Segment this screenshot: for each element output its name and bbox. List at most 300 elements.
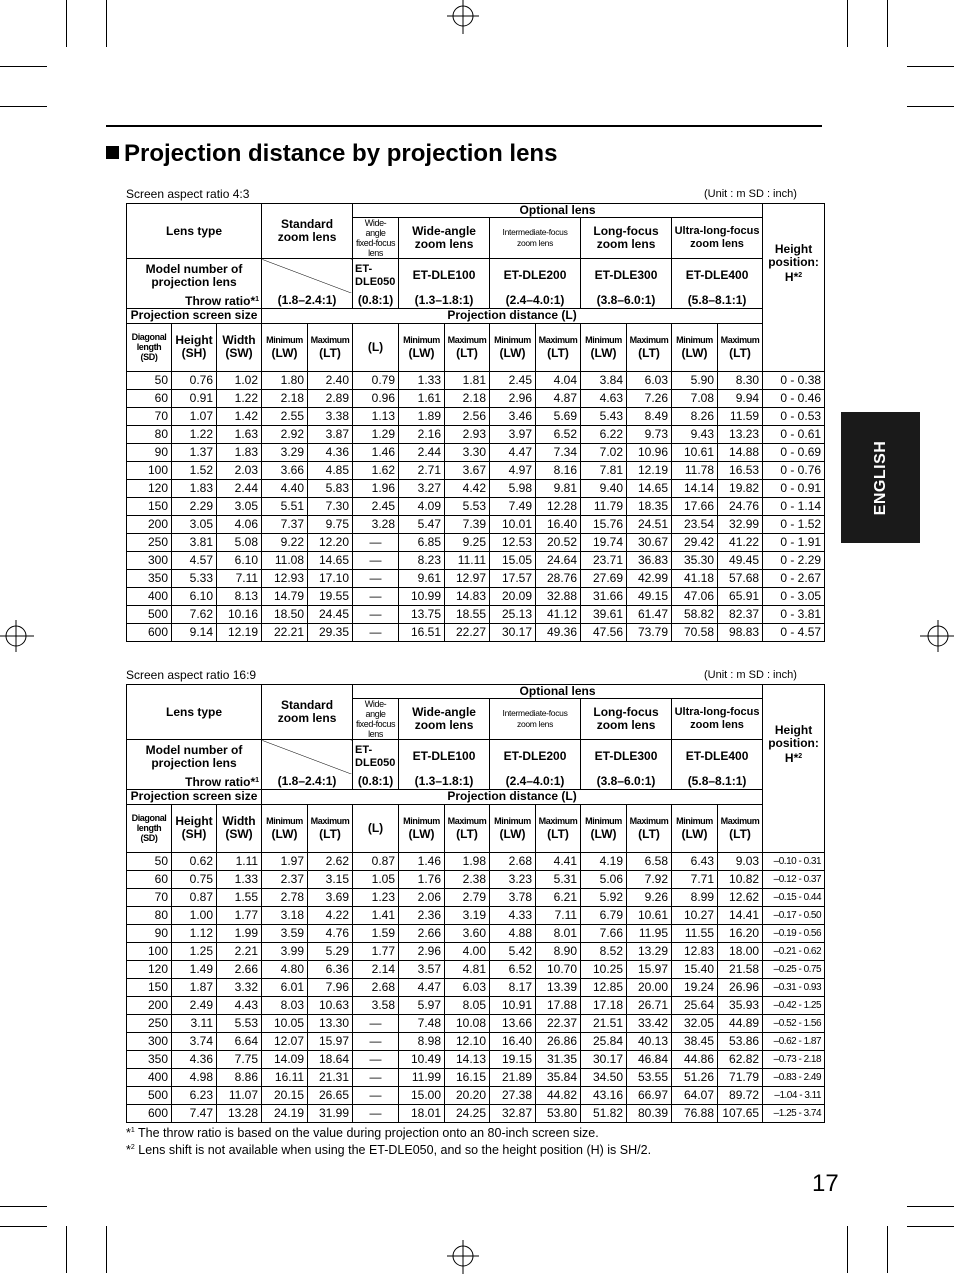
table-row — [127, 515, 825, 533]
table-cell: 0 - 0.46 — [763, 389, 825, 407]
table-cell: 18.64 — [308, 1050, 353, 1068]
table-cell: 1.80 — [262, 371, 308, 389]
l-label: (L) — [353, 804, 399, 852]
table-cell: 3.29 — [262, 443, 308, 461]
table-cell: 11.11 — [445, 551, 490, 569]
table-cell: 5.53 — [445, 497, 490, 515]
footnote-2-number: 2 — [130, 1144, 135, 1151]
table-cell: 8.52 — [581, 942, 627, 960]
table-cell: 7.48 — [399, 1014, 445, 1032]
table-cell: 2.18 — [445, 389, 490, 407]
projection-table-16-9 — [126, 684, 825, 1123]
table-cell: 46.84 — [627, 1050, 672, 1068]
lens-type-header: Lens type — [127, 685, 262, 740]
table-cell: 7.75 — [217, 1050, 262, 1068]
table-cell: 150 — [127, 978, 172, 996]
table-cell: 16.15 — [445, 1068, 490, 1086]
table-cell: 33.42 — [627, 1014, 672, 1032]
maximum-label: Maximum — [720, 816, 760, 826]
table-cell: 28.76 — [536, 569, 581, 587]
table-cell: 4.40 — [262, 479, 308, 497]
table-cell: 5.53 — [217, 1014, 262, 1032]
table-cell: 3.66 — [262, 461, 308, 479]
table-cell: 8.30 — [718, 371, 763, 389]
footnote-ref-2: 2 — [798, 753, 803, 760]
table-row — [127, 924, 825, 942]
table-cell: — — [353, 1050, 399, 1068]
lt-label: (LT) — [547, 827, 569, 841]
table-cell: 1.49 — [172, 960, 217, 978]
table-cell: 4.41 — [536, 852, 581, 870]
table-cell: 26.71 — [627, 996, 672, 1014]
table-cell: 16.40 — [490, 1032, 536, 1050]
table-cell: –0.10 - 0.31 — [763, 852, 825, 870]
table-row — [127, 389, 825, 407]
table-cell: 5.06 — [581, 870, 627, 888]
table-cell: 200 — [127, 996, 172, 1014]
table-cell: 10.01 — [490, 515, 536, 533]
table-cell: 17.18 — [581, 996, 627, 1014]
table-cell: 3.23 — [490, 870, 536, 888]
table-cell: 14.65 — [308, 551, 353, 569]
table-cell: 1.63 — [217, 425, 262, 443]
table-cell: 10.61 — [672, 443, 718, 461]
table-cell: 4.76 — [308, 924, 353, 942]
table-cell: 2.14 — [353, 960, 399, 978]
table-cell: 7.96 — [308, 978, 353, 996]
table-cell: 20.52 — [536, 533, 581, 551]
table-cell: 4.97 — [490, 461, 536, 479]
table-cell: 30.17 — [490, 623, 536, 641]
table-cell: 65.91 — [718, 587, 763, 605]
table-cell: 16.20 — [718, 924, 763, 942]
lw-label: (LW) — [590, 827, 617, 841]
table-row — [127, 996, 825, 1014]
table-cell: 32.88 — [536, 587, 581, 605]
table-cell: 12.93 — [262, 569, 308, 587]
table-cell: 8.99 — [672, 888, 718, 906]
table-cell: 6.52 — [490, 960, 536, 978]
table-cell: 50 — [127, 371, 172, 389]
table-cell: 9.73 — [627, 425, 672, 443]
table-cell: 4.33 — [490, 906, 536, 924]
table-cell: 3.28 — [353, 515, 399, 533]
minimum-label: Minimum — [676, 335, 713, 345]
table-cell: 5.83 — [308, 479, 353, 497]
table-cell: 10.63 — [308, 996, 353, 1014]
table-cell: 12.19 — [217, 623, 262, 641]
table-cell: 51.82 — [581, 1104, 627, 1122]
table-cell: 14.65 — [627, 479, 672, 497]
table-cell: 2.03 — [217, 461, 262, 479]
lw-label: (LW) — [271, 346, 298, 360]
table-cell: 250 — [127, 533, 172, 551]
diagonal-header: Diagonal length (SD) — [127, 804, 172, 852]
table-cell: 71.79 — [718, 1068, 763, 1086]
table-row — [127, 978, 825, 996]
crop-mark — [907, 66, 954, 67]
table-cell: 24.51 — [627, 515, 672, 533]
table-cell: 3.32 — [217, 978, 262, 996]
table-cell: 44.89 — [718, 1014, 763, 1032]
table-cell: 23.71 — [581, 551, 627, 569]
table-cell: 24.25 — [445, 1104, 490, 1122]
crop-mark — [887, 1226, 888, 1273]
table-cell: 0 - 0.38 — [763, 371, 825, 389]
table-cell: 14.41 — [718, 906, 763, 924]
table-cell: 1.89 — [399, 407, 445, 425]
table-cell: 73.79 — [627, 623, 672, 641]
table-cell: 31.35 — [536, 1050, 581, 1068]
language-tab-label: ENGLISH — [871, 440, 889, 515]
registration-mark-icon — [445, 1240, 481, 1276]
registration-mark-icon — [0, 618, 36, 654]
table-cell: 6.43 — [672, 852, 718, 870]
table-cell: 1.02 — [217, 371, 262, 389]
table-cell: 1.05 — [353, 870, 399, 888]
table-cell: — — [353, 569, 399, 587]
table-cell: 30.17 — [581, 1050, 627, 1068]
table-cell: 51.26 — [672, 1068, 718, 1086]
table-cell: 44.86 — [672, 1050, 718, 1068]
table-cell: 6.36 — [308, 960, 353, 978]
standard-zoom-header: Standard zoom lens — [262, 204, 353, 259]
table-cell: 21.58 — [718, 960, 763, 978]
table-cell: 6.52 — [536, 425, 581, 443]
table-cell: 0 - 4.57 — [763, 623, 825, 641]
table-cell: 31.66 — [581, 587, 627, 605]
table-cell: 6.85 — [399, 533, 445, 551]
footnote-1-mark: * — [126, 1126, 131, 1140]
model-et-dle100: ET-DLE100 — [399, 259, 490, 293]
footnote-2-mark: * — [126, 1143, 131, 1157]
height-position-label: Height position: H* — [768, 723, 819, 765]
table-cell: 1.59 — [353, 924, 399, 942]
table-cell: 1.61 — [399, 389, 445, 407]
table-row — [127, 605, 825, 623]
table-cell: 1.55 — [217, 888, 262, 906]
table-cell: 13.29 — [627, 942, 672, 960]
table-cell: 6.03 — [445, 978, 490, 996]
table-cell: 0 - 2.67 — [763, 569, 825, 587]
table-row — [127, 479, 825, 497]
throw-ratio-300: (3.8–6.0:1) — [581, 774, 672, 790]
table-row — [127, 569, 825, 587]
table-cell: 1.83 — [172, 479, 217, 497]
table-cell: 36.83 — [627, 551, 672, 569]
lw-label: (LW) — [271, 827, 298, 841]
table-cell: 2.45 — [353, 497, 399, 515]
model-et-dle300: ET-DLE300 — [581, 740, 672, 774]
lens-type-header: Lens type — [127, 204, 262, 259]
model-et-dle050: ET- DLE050 — [353, 259, 399, 293]
table-cell: 0 - 3.05 — [763, 587, 825, 605]
table-cell: 3.78 — [490, 888, 536, 906]
table-cell: 12.53 — [490, 533, 536, 551]
table-cell: 3.18 — [262, 906, 308, 924]
footnote-ref-1: 1 — [255, 776, 260, 784]
table-cell: 10.25 — [581, 960, 627, 978]
table-cell: 1.76 — [399, 870, 445, 888]
table-cell: 3.57 — [399, 960, 445, 978]
minimum-label: Minimum — [266, 335, 303, 345]
table-cell: 5.42 — [490, 942, 536, 960]
table-cell: 7.71 — [672, 870, 718, 888]
throw-ratio-400: (5.8–8.1:1) — [672, 293, 763, 309]
lt-label: (LT) — [456, 346, 478, 360]
table-cell: 5.69 — [536, 407, 581, 425]
table-row — [127, 551, 825, 569]
table-cell: 21.89 — [490, 1068, 536, 1086]
table-cell: 42.99 — [627, 569, 672, 587]
table-cell: 1.33 — [399, 371, 445, 389]
table-cell: 17.10 — [308, 569, 353, 587]
table-cell: 4.04 — [536, 371, 581, 389]
table-row — [127, 587, 825, 605]
table-cell: 300 — [127, 551, 172, 569]
table-cell: 6.03 — [627, 371, 672, 389]
lw-label: (LW) — [590, 346, 617, 360]
table-cell: 13.23 — [718, 425, 763, 443]
model-diagonal-cell — [262, 740, 353, 774]
table-cell: 120 — [127, 479, 172, 497]
table-cell: 64.07 — [672, 1086, 718, 1104]
table-cell: 7.39 — [445, 515, 490, 533]
table-cell: 13.39 — [536, 978, 581, 996]
table-cell: 7.30 — [308, 497, 353, 515]
table-cell: — — [353, 1104, 399, 1122]
footnote-1-text: The throw ratio is based on the value during projection onto an 80-inch screen size. — [134, 1126, 599, 1140]
wide-zoom-header: Wide-angle zoom lens — [399, 218, 490, 259]
top-rule — [106, 125, 822, 127]
table-cell: 25.13 — [490, 605, 536, 623]
height-position-header — [763, 685, 825, 805]
table-cell: 47.56 — [581, 623, 627, 641]
table-cell: 24.64 — [536, 551, 581, 569]
table-cell: 27.69 — [581, 569, 627, 587]
lw-label: (LW) — [499, 827, 526, 841]
table-row — [127, 1068, 825, 1086]
table-cell: 7.92 — [627, 870, 672, 888]
table-cell: 1.13 — [353, 407, 399, 425]
table-cell: 1.99 — [217, 924, 262, 942]
model-et-dle400: ET-DLE400 — [672, 259, 763, 293]
table-cell: 0.79 — [353, 371, 399, 389]
table-cell: 9.25 — [445, 533, 490, 551]
table-cell: 70 — [127, 407, 172, 425]
table-cell: 11.79 — [581, 497, 627, 515]
table-cell: 2.79 — [445, 888, 490, 906]
table-row — [127, 407, 825, 425]
maximum-label: Maximum — [310, 816, 350, 826]
table-cell: 19.24 — [672, 978, 718, 996]
table-cell: 13.30 — [308, 1014, 353, 1032]
footnote-1 — [126, 1126, 599, 1140]
lw-label: (LW) — [681, 827, 708, 841]
table-cell: 12.85 — [581, 978, 627, 996]
table-cell: 3.99 — [262, 942, 308, 960]
table-cell: 4.85 — [308, 461, 353, 479]
table-cell: –1.04 - 3.11 — [763, 1086, 825, 1104]
table-cell: 6.58 — [627, 852, 672, 870]
lt-label: (LT) — [456, 827, 478, 841]
table-row — [127, 461, 825, 479]
model-et-dle400: ET-DLE400 — [672, 740, 763, 774]
table-cell: 17.66 — [672, 497, 718, 515]
table-cell: 20.20 — [445, 1086, 490, 1104]
table-cell: 26.96 — [718, 978, 763, 996]
table-cell: 21.51 — [581, 1014, 627, 1032]
table-cell: 7.37 — [262, 515, 308, 533]
table-cell: –0.25 - 0.75 — [763, 960, 825, 978]
crop-mark — [0, 1206, 47, 1207]
table-cell: 60 — [127, 389, 172, 407]
table-cell: 0 - 0.91 — [763, 479, 825, 497]
lt-label: (LT) — [319, 827, 341, 841]
table-cell: 57.68 — [718, 569, 763, 587]
table-cell: 5.47 — [399, 515, 445, 533]
table-cell: 250 — [127, 1014, 172, 1032]
table-cell: 10.27 — [672, 906, 718, 924]
crop-mark — [847, 0, 848, 47]
table-cell: 17.88 — [536, 996, 581, 1014]
table-cell: 6.22 — [581, 425, 627, 443]
table-cell: 3.58 — [353, 996, 399, 1014]
lt-label: (LT) — [547, 346, 569, 360]
table-cell: 12.97 — [445, 569, 490, 587]
table-cell: 5.43 — [581, 407, 627, 425]
diagonal-header: Diagonal length (SD) — [127, 323, 172, 371]
table-cell: 0 - 0.76 — [763, 461, 825, 479]
throw-ratio-100: (1.3–1.8:1) — [399, 774, 490, 790]
table-cell: — — [353, 1086, 399, 1104]
table-cell: 2.36 — [399, 906, 445, 924]
table-cell: 50 — [127, 852, 172, 870]
table-cell: 32.87 — [490, 1104, 536, 1122]
table-cell: 4.00 — [445, 942, 490, 960]
language-tab — [841, 412, 920, 543]
registration-mark-icon — [445, 0, 481, 36]
table-cell: 3.11 — [172, 1014, 217, 1032]
intermediate-zoom-header: Intermediate-focus zoom lens — [490, 699, 581, 740]
table-cell: 58.82 — [672, 605, 718, 623]
table-cell: 49.36 — [536, 623, 581, 641]
throw-ratio-300: (3.8–6.0:1) — [581, 293, 672, 309]
table-cell: 3.84 — [581, 371, 627, 389]
table-cell: 2.49 — [172, 996, 217, 1014]
table-cell: 80 — [127, 425, 172, 443]
table-cell: 7.26 — [627, 389, 672, 407]
maximum-label: Maximum — [629, 816, 669, 826]
table-cell: 22.37 — [536, 1014, 581, 1032]
crop-mark — [907, 1226, 954, 1227]
table-cell: 12.28 — [536, 497, 581, 515]
crop-mark — [0, 1226, 47, 1227]
table-cell: 9.03 — [718, 852, 763, 870]
throw-ratio-200: (2.4–4.0:1) — [490, 293, 581, 309]
table-row — [127, 1014, 825, 1032]
table-cell: 35.93 — [718, 996, 763, 1014]
lw-label: (LW) — [408, 827, 435, 841]
table-cell: 6.01 — [262, 978, 308, 996]
table-cell: 24.76 — [718, 497, 763, 515]
table-cell: 1.11 — [217, 852, 262, 870]
table-cell: 15.05 — [490, 551, 536, 569]
table-cell: –0.83 - 2.49 — [763, 1068, 825, 1086]
table-cell: 100 — [127, 942, 172, 960]
maximum-label: Maximum — [720, 335, 760, 345]
table-cell: 2.38 — [445, 870, 490, 888]
table-cell: 4.80 — [262, 960, 308, 978]
table-cell: 3.59 — [262, 924, 308, 942]
throw-ratio-label: Throw ratio* — [185, 774, 256, 789]
crop-mark — [106, 0, 107, 47]
table-cell: 12.19 — [627, 461, 672, 479]
crop-mark — [0, 106, 47, 107]
maximum-label: Maximum — [538, 335, 578, 345]
table-cell: 3.81 — [172, 533, 217, 551]
table-cell: 89.72 — [718, 1086, 763, 1104]
table-cell: 29.42 — [672, 533, 718, 551]
table-cell: 7.62 — [172, 605, 217, 623]
table-cell: 80.39 — [627, 1104, 672, 1122]
table-cell: 4.06 — [217, 515, 262, 533]
table-cell: 15.97 — [308, 1032, 353, 1050]
table-cell: –0.52 - 1.56 — [763, 1014, 825, 1032]
optional-lens-header: Optional lens — [353, 204, 763, 218]
table-row — [127, 852, 825, 870]
table-cell: 19.15 — [490, 1050, 536, 1068]
maximum-label: Maximum — [447, 335, 487, 345]
table-cell: 300 — [127, 1032, 172, 1050]
crop-mark — [106, 1226, 107, 1273]
table-cell: 16.51 — [399, 623, 445, 641]
table-cell: –0.62 - 1.87 — [763, 1032, 825, 1050]
table-cell: 4.88 — [490, 924, 536, 942]
table-cell: 4.47 — [490, 443, 536, 461]
table-cell: 16.53 — [718, 461, 763, 479]
crop-mark — [0, 66, 47, 67]
table-cell: –0.12 - 0.37 — [763, 870, 825, 888]
ultra-zoom-header: Ultra-long-focus zoom lens — [672, 699, 763, 740]
minimum-label: Minimum — [676, 816, 713, 826]
table-cell: — — [353, 1014, 399, 1032]
table-row — [127, 1086, 825, 1104]
table-cell: 0.87 — [353, 852, 399, 870]
table-row — [127, 1032, 825, 1050]
table-cell: 8.49 — [627, 407, 672, 425]
table-cell: 5.51 — [262, 497, 308, 515]
table-cell: 41.18 — [672, 569, 718, 587]
table-cell: 2.68 — [353, 978, 399, 996]
table-cell: 24.45 — [308, 605, 353, 623]
table-cell: 53.86 — [718, 1032, 763, 1050]
table-cell: –0.15 - 0.44 — [763, 888, 825, 906]
table-cell: 2.37 — [262, 870, 308, 888]
table-cell: –0.17 - 0.50 — [763, 906, 825, 924]
table-cell: 6.23 — [172, 1086, 217, 1104]
table-cell: 8.16 — [536, 461, 581, 479]
table-cell: 9.14 — [172, 623, 217, 641]
table-cell: 8.17 — [490, 978, 536, 996]
table-cell: 2.45 — [490, 371, 536, 389]
registration-mark-icon — [918, 618, 954, 654]
throw-ratio-standard: (1.8–2.4:1) — [262, 774, 353, 790]
table-row — [127, 371, 825, 389]
table-cell: –1.25 - 3.74 — [763, 1104, 825, 1122]
table-cell: 6.21 — [536, 888, 581, 906]
table-cell: 1.62 — [353, 461, 399, 479]
